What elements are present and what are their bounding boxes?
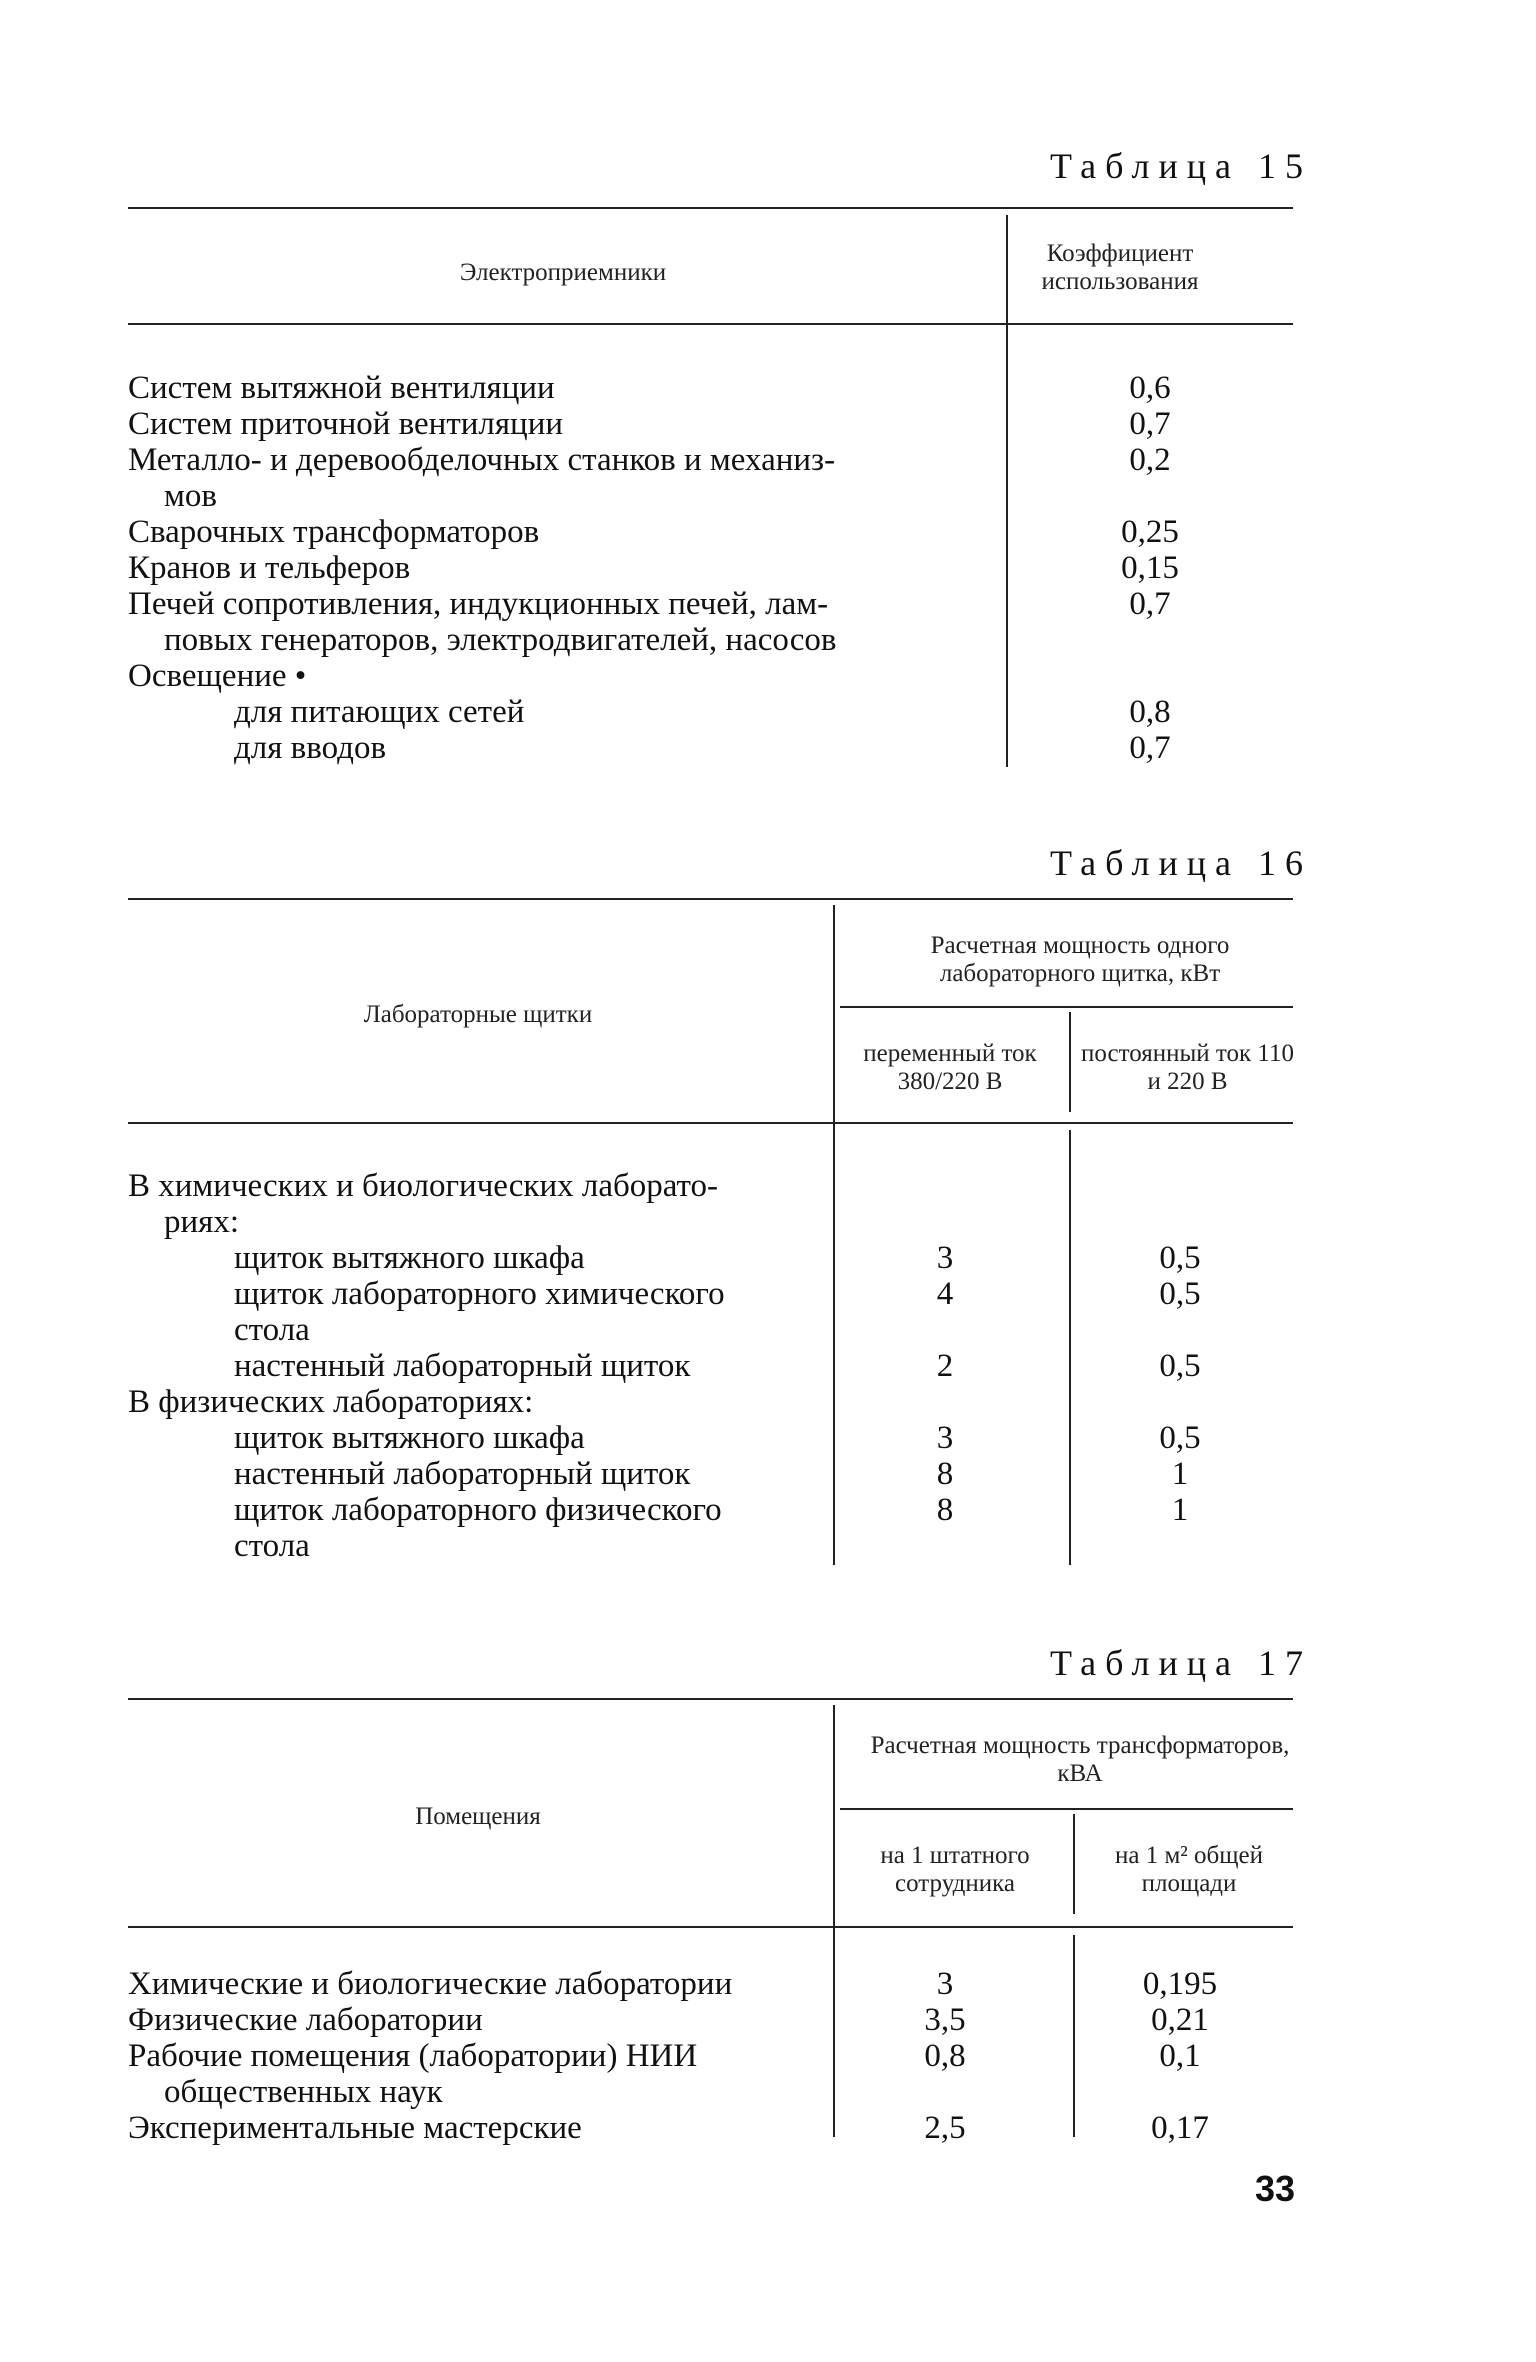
table-16-ac-value: 2 bbox=[936, 1348, 954, 1384]
table-15-row-name: Систем приточной вентиляции bbox=[128, 406, 564, 442]
table-15-row-name: Систем вытяжной вентиляции bbox=[128, 370, 555, 406]
table-16-ac-value: 8 bbox=[936, 1456, 954, 1492]
table-16-row-name: В физических лабораториях: bbox=[128, 1384, 534, 1420]
table-17-row-name: общественных наук bbox=[164, 2074, 443, 2110]
table-16-row-name: щиток вытяжного шкафа bbox=[234, 1240, 585, 1276]
table-16-row-name: стола bbox=[234, 1528, 310, 1564]
table-17-per-area-value: 0,21 bbox=[1151, 2002, 1209, 2038]
table-17-header-rule bbox=[128, 1926, 1293, 1928]
table-16-top-rule bbox=[128, 898, 1293, 900]
table-17-group-header: Расчетная мощность трансформаторов, кВА bbox=[870, 1732, 1290, 1787]
table-17-per-area-value: 0,17 bbox=[1151, 2110, 1209, 2146]
table-17-subcolumn-divider-body bbox=[1073, 1935, 1075, 2137]
table-15-caption: Таблица 15 bbox=[1050, 146, 1312, 186]
table-16-ac-value: 4 bbox=[936, 1276, 954, 1312]
table-15-row-value: 0,7 bbox=[1129, 406, 1171, 442]
table-17-row-name: Рабочие помещения (лаборатории) НИИ bbox=[128, 2038, 698, 2074]
table-16-row-name: настенный лабораторный щиток bbox=[234, 1348, 691, 1384]
table-15-row-name: Кранов и тельферов bbox=[128, 550, 411, 586]
table-17-row-name: Экспериментальные мастерские bbox=[128, 2110, 582, 2146]
table-16-subheader-ac: переменный ток 380/220 В bbox=[863, 1040, 1037, 1095]
table-17-row-name: Химические и биологические лаборатории bbox=[128, 1966, 733, 2002]
table-16-header-rule bbox=[128, 1122, 1293, 1124]
table-15-top-rule bbox=[128, 207, 1293, 209]
table-15-row-name: Освещение • bbox=[128, 658, 307, 694]
table-17-per-area-value: 0,1 bbox=[1159, 2038, 1201, 2074]
table-17-per-staff-value: 3,5 bbox=[924, 2002, 966, 2038]
table-16-group-header: Расчетная мощность одного лабораторного щитка, кВт bbox=[930, 932, 1230, 987]
table-16-row-name: настенный лабораторный щиток bbox=[234, 1456, 691, 1492]
table-17-caption: Таблица 17 bbox=[1050, 1643, 1312, 1683]
table-15-row-name: для вводов bbox=[234, 730, 387, 766]
table-15-row-name: Металло- и деревообделочных станков и механиз- bbox=[128, 442, 836, 478]
table-17-top-rule bbox=[128, 1698, 1293, 1700]
table-15-row-name: повых генераторов, электродвигателей, насосов bbox=[164, 622, 837, 658]
table-16-column-divider bbox=[833, 905, 835, 1565]
table-16-dc-value: 1 bbox=[1171, 1456, 1189, 1492]
table-17-subheader-per-staff: на 1 штатного сотрудника bbox=[880, 1842, 1030, 1897]
table-15-row-value: 0,7 bbox=[1129, 730, 1171, 766]
table-16-row-name: В химических и биологических лаборато- bbox=[128, 1168, 719, 1204]
table-15-row-name: мов bbox=[164, 478, 217, 514]
table-16-caption: Таблица 16 bbox=[1050, 843, 1312, 883]
table-15-row-value: 0,15 bbox=[1121, 550, 1179, 586]
table-15-row-name: Печей сопротивления, индукционных печей, лам- bbox=[128, 586, 829, 622]
table-17-col1-header: Помещения bbox=[415, 1803, 541, 1830]
table-16-row-name: щиток лабораторного химического bbox=[234, 1276, 725, 1312]
table-16-row-name: риях: bbox=[164, 1204, 240, 1240]
table-15-row-value: 0,25 bbox=[1121, 514, 1179, 550]
table-17-per-staff-value: 0,8 bbox=[924, 2038, 966, 2074]
table-17-per-staff-value: 2,5 bbox=[924, 2110, 966, 2146]
table-17-subcolumn-divider bbox=[1073, 1814, 1075, 1914]
table-15-row-value: 0,6 bbox=[1129, 370, 1171, 406]
table-15-column-divider bbox=[1006, 215, 1008, 767]
table-16-row-name: стола bbox=[234, 1312, 310, 1348]
table-16-group-rule bbox=[840, 1006, 1293, 1008]
table-15-row-value: 0,7 bbox=[1129, 586, 1171, 622]
table-15-col1-header: Электроприемники bbox=[459, 259, 667, 286]
table-17-column-divider bbox=[833, 1705, 835, 2137]
table-17-subheader-per-area: на 1 м² общей площади bbox=[1115, 1842, 1263, 1897]
table-17-per-area-value: 0,195 bbox=[1142, 1966, 1218, 2002]
table-15-row-value: 0,2 bbox=[1129, 442, 1171, 478]
table-16-subcolumn-divider bbox=[1069, 1012, 1071, 1112]
table-16-dc-value: 0,5 bbox=[1159, 1240, 1201, 1276]
table-16-subheader-dc: постоянный ток 110 и 220 В bbox=[1081, 1040, 1294, 1095]
page-number: 33 bbox=[1255, 2168, 1296, 2209]
table-16-row-name: щиток лабораторного физического bbox=[234, 1492, 722, 1528]
table-16-col1-header: Лабораторные щитки bbox=[363, 1001, 593, 1028]
table-16-row-name: щиток вытяжного шкафа bbox=[234, 1420, 585, 1456]
table-17-per-staff-value: 3 bbox=[936, 1966, 954, 2002]
table-15-row-name: Сварочных трансформаторов bbox=[128, 514, 540, 550]
table-16-ac-value: 8 bbox=[936, 1492, 954, 1528]
table-17-row-name: Физические лаборатории bbox=[128, 2002, 483, 2038]
table-15-row-value: 0,8 bbox=[1129, 694, 1171, 730]
table-16-ac-value: 3 bbox=[936, 1240, 954, 1276]
table-15-row-name: для питающих сетей bbox=[234, 694, 525, 730]
table-15-col2-header: Коэффициент использования bbox=[1041, 240, 1199, 295]
table-16-subcolumn-divider-body bbox=[1069, 1130, 1071, 1565]
table-16-dc-value: 1 bbox=[1171, 1492, 1189, 1528]
table-16-dc-value: 0,5 bbox=[1159, 1348, 1201, 1384]
table-16-dc-value: 0,5 bbox=[1159, 1276, 1201, 1312]
table-16-dc-value: 0,5 bbox=[1159, 1420, 1201, 1456]
table-17-group-rule bbox=[840, 1808, 1293, 1810]
table-16-ac-value: 3 bbox=[936, 1420, 954, 1456]
table-15-header-rule bbox=[128, 323, 1293, 325]
